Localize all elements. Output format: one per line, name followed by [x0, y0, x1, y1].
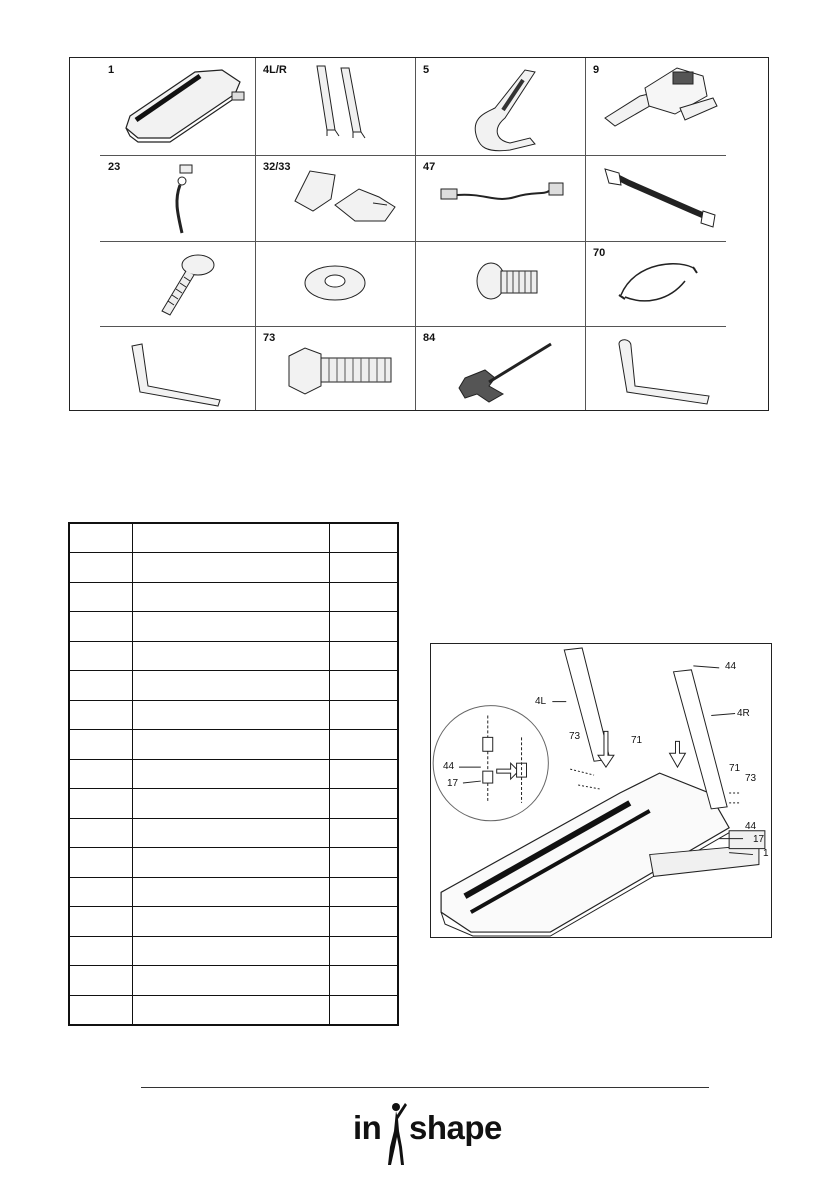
multi-tool-icon — [415, 326, 585, 410]
screw-icon — [100, 241, 255, 326]
table-cell — [133, 612, 330, 641]
table-cell — [69, 966, 133, 995]
part-label: 70 — [593, 247, 606, 259]
table-cell — [69, 523, 133, 553]
table-row — [69, 523, 398, 553]
table-cell — [69, 789, 133, 818]
table-row — [69, 848, 398, 877]
part-label: 84 — [423, 332, 436, 344]
console-icon — [585, 58, 726, 155]
wrench-icon — [585, 155, 726, 241]
table-row — [69, 759, 398, 788]
footer-divider — [141, 1087, 709, 1088]
table-cell — [69, 877, 133, 906]
table-cell — [69, 759, 133, 788]
table-cell — [330, 818, 399, 847]
label-73-left: 73 — [569, 731, 581, 742]
label-71-left: 71 — [631, 735, 643, 746]
part-cell-clip — [585, 241, 726, 326]
table-cell — [133, 936, 330, 965]
table-row — [69, 671, 398, 700]
table-cell — [69, 936, 133, 965]
table-cell — [133, 700, 330, 729]
table-cell — [133, 553, 330, 582]
table-cell — [330, 730, 399, 759]
part-cell-allen-key-small — [585, 326, 726, 410]
part-cell-washer — [255, 241, 415, 326]
logo-text-shape: shape — [409, 1109, 502, 1146]
part-cell-console — [585, 58, 726, 155]
uprights-icon — [255, 58, 415, 155]
table-cell — [330, 907, 399, 936]
table-cell — [69, 641, 133, 670]
parts-grid — [69, 57, 769, 411]
side-covers-icon — [255, 155, 415, 241]
table-row — [69, 700, 398, 729]
table-cell — [330, 966, 399, 995]
table-row — [69, 907, 398, 936]
part-label: 5 — [423, 64, 430, 76]
table-cell — [330, 936, 399, 965]
label-1: 1 — [763, 848, 769, 859]
table-cell — [330, 523, 399, 553]
table-cell — [330, 995, 399, 1025]
part-cell-safety-key — [100, 155, 255, 241]
table-cell — [69, 671, 133, 700]
table-row — [69, 612, 398, 641]
table-cell — [69, 907, 133, 936]
table-cell — [330, 582, 399, 611]
allen-key-icon — [585, 326, 726, 410]
table-row — [69, 641, 398, 670]
table-cell — [69, 848, 133, 877]
table-cell — [69, 612, 133, 641]
part-label: 4L/R — [263, 64, 287, 76]
clip-icon — [585, 241, 726, 326]
handlebar-icon — [415, 58, 585, 155]
part-cell-allen-key-large — [100, 326, 255, 410]
part-cell-side-covers — [255, 155, 415, 241]
part-cell-handlebar — [415, 58, 585, 155]
table-cell — [69, 818, 133, 847]
table-row — [69, 553, 398, 582]
label-4l: 4L — [535, 696, 547, 707]
part-cell-hex-bolt — [255, 326, 415, 410]
allen-key-icon — [100, 326, 255, 410]
label-17-base: 17 — [753, 834, 765, 845]
part-label: 1 — [108, 64, 115, 76]
part-cell-wrench — [585, 155, 726, 241]
table-cell — [133, 671, 330, 700]
label-44-inset: 44 — [443, 761, 455, 772]
table-cell — [133, 966, 330, 995]
part-cell-screw — [100, 241, 255, 326]
table-row — [69, 818, 398, 847]
cable-icon — [415, 155, 585, 241]
treadmill-base-icon — [100, 58, 255, 155]
logo-text-in: in — [353, 1109, 382, 1146]
table-cell — [69, 582, 133, 611]
label-73-right: 73 — [745, 773, 757, 784]
part-cell-cable — [415, 155, 585, 241]
table-cell — [133, 995, 330, 1025]
table-row — [69, 877, 398, 906]
table-row — [69, 582, 398, 611]
table-cell — [133, 641, 330, 670]
table-cell — [133, 759, 330, 788]
table-cell — [69, 995, 133, 1025]
table-cell — [133, 818, 330, 847]
table-cell — [133, 523, 330, 553]
table-cell — [133, 582, 330, 611]
assembly-diagram — [430, 643, 772, 938]
label-17-inset: 17 — [447, 778, 459, 789]
table-cell — [330, 553, 399, 582]
table-row — [69, 789, 398, 818]
part-cell-uprights — [255, 58, 415, 155]
table-row — [69, 966, 398, 995]
figure-icon — [381, 1101, 411, 1167]
table-row — [69, 995, 398, 1025]
table-cell — [330, 848, 399, 877]
label-4r: 4R — [737, 708, 750, 719]
safety-key-icon — [100, 155, 255, 241]
table-cell — [330, 877, 399, 906]
label-44-top: 44 — [725, 661, 737, 672]
table-cell — [69, 700, 133, 729]
part-label: 9 — [593, 64, 600, 76]
part-label: 23 — [108, 161, 121, 173]
table-cell — [133, 730, 330, 759]
table-cell — [330, 641, 399, 670]
part-cell-tool — [415, 326, 585, 410]
assembly-illustration — [431, 644, 771, 937]
parts-list-table — [68, 522, 399, 1026]
table-cell — [330, 671, 399, 700]
table-cell — [69, 553, 133, 582]
part-label: 47 — [423, 161, 436, 173]
table-row — [69, 730, 398, 759]
table-cell — [330, 789, 399, 818]
table-cell — [69, 730, 133, 759]
table-row — [69, 936, 398, 965]
label-71-right: 71 — [729, 763, 741, 774]
table-cell — [330, 700, 399, 729]
inshape-logo — [345, 1101, 502, 1167]
part-label: 32/33 — [263, 161, 291, 173]
hex-bolt-icon — [255, 326, 415, 410]
table-cell — [133, 877, 330, 906]
bolt-icon — [415, 241, 585, 326]
part-cell-treadmill-base — [100, 58, 255, 155]
table-cell — [133, 848, 330, 877]
table-cell — [133, 907, 330, 936]
table-cell — [330, 759, 399, 788]
label-44-base: 44 — [745, 821, 757, 832]
table-cell — [330, 612, 399, 641]
washer-icon — [255, 241, 415, 326]
table-cell — [133, 789, 330, 818]
part-cell-bolt — [415, 241, 585, 326]
part-label: 73 — [263, 332, 276, 344]
